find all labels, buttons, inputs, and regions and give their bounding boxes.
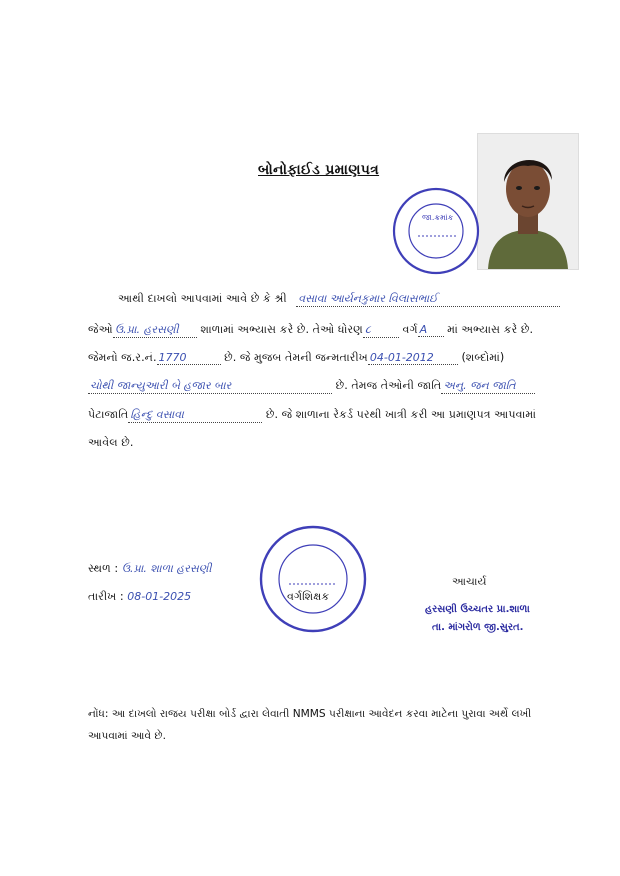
class-teacher-label: વર્ગશિક્ષક [287, 590, 330, 603]
principal-stamp-line-2: તા. માંગરોળ જી.સુરત. [432, 622, 524, 633]
gr-number-value: 1770 [157, 351, 221, 365]
place-value: ઉ.પ્રા. શાળા હરસણી [121, 562, 212, 575]
student-name-value: વસાવા આર્યનકુમાર વિલાસભાઈ [296, 292, 560, 307]
school-name-value: ઉ.પ્રા. હરસણી [113, 323, 197, 338]
line-4-b: છે. તેમજ તેઓની જાતિ [335, 379, 442, 392]
school-seal-bottom [255, 522, 375, 637]
caste-value: અનુ. જન જાતિ [441, 379, 535, 394]
birth-date-value: 04-01-2012 [368, 351, 458, 365]
line-3-a: જેમનો જ.ર.નં. [88, 351, 157, 364]
date-value: 08-01-2025 [127, 590, 192, 603]
principal-stamp-line-1: હરસણી ઉચ્ચતર પ્રા.શાળા [425, 604, 530, 615]
line-2-d: માં અભ્યાસ કરે છે. [447, 323, 534, 336]
date-label: તારીખ : [88, 590, 124, 603]
line-4 [88, 379, 535, 394]
line-5-a: પેટાજાતિ [88, 408, 129, 421]
subcaste-value: હિન્દુ વસાવા [128, 408, 262, 423]
line-3-b: છે. જે મુજબ તેમની જન્મતારીખ [224, 351, 368, 364]
line-2-c: વર્ગ [402, 323, 418, 336]
place-label: સ્થળ : [88, 562, 119, 575]
school-seal-top [378, 184, 498, 279]
line-2-b: શાળામાં અભ્યાસ કરે છે. તેઓ ધોરણ [200, 323, 363, 336]
line-6: આવેલ છે. [88, 436, 134, 449]
line-3-c: (શબ્દોમાં) [461, 351, 505, 364]
seal-inner-text: જા.ક્રમાંક [422, 213, 454, 222]
line-1 [118, 292, 560, 307]
line-1-text: આથી દાખલો આપવામાં આવે છે કે શ્રી [118, 292, 287, 305]
line-2-a: જેઓ [88, 323, 113, 336]
date-row [88, 590, 191, 604]
line-5-b: છે. જે શાળાના રેકર્ડ પરથી ખાત્રી કરી આ પ્રમાણપત્ર આપવામાં [265, 408, 536, 421]
division-value: A [418, 323, 444, 337]
birth-date-words-value: ચોથી જાન્યુઆરી બે હજાર બાર [88, 379, 332, 394]
line-2 [88, 323, 533, 338]
place-row [88, 562, 211, 576]
line-3 [88, 351, 504, 365]
footnote: નોંધ: આ દાખલો રાજય પરીક્ષા બોર્ડ દ્વારા લેવાતી NMMS પરીક્ષાના આવેદન કરવા માટેના પુરાવા અર્થે લખી આપવામાં આવે છે. [88, 708, 532, 742]
standard-value: ૮ [363, 323, 399, 338]
page-title: બોનોફાઈડ પ્રમાણપત્ર [258, 162, 380, 178]
line-5 [88, 408, 536, 423]
principal-label: આચાર્ય [452, 575, 487, 588]
